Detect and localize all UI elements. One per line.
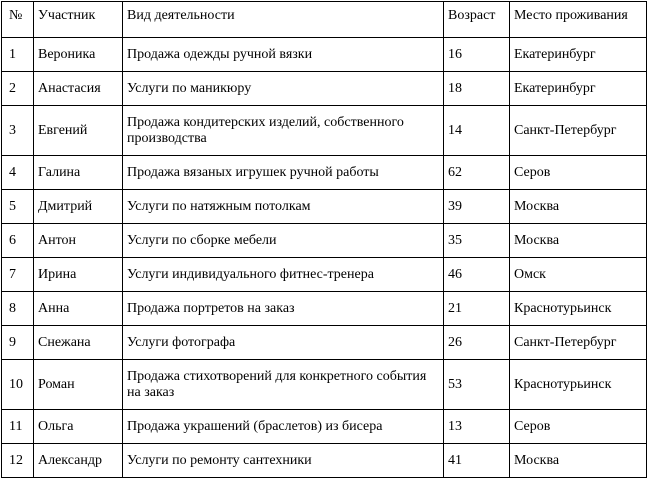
header-activity: Вид деятельности	[123, 2, 444, 38]
row-activity: Продажа стихотворений для конкретного события на заказ	[123, 360, 444, 410]
row-residence: Санкт-Петербург	[510, 106, 647, 156]
row-participant: Ольга	[34, 410, 123, 444]
row-activity: Услуги по сборке мебели	[123, 224, 444, 258]
row-participant: Анастасия	[34, 72, 123, 106]
row-num: 3	[2, 106, 34, 156]
row-participant: Евгений	[34, 106, 123, 156]
row-residence: Екатеринбург	[510, 38, 647, 72]
participants-table	[1, 1, 647, 478]
row-residence: Серов	[510, 410, 647, 444]
table-row	[2, 224, 647, 258]
table-row	[2, 258, 647, 292]
row-activity: Продажа кондитерских изделий, собственного производства	[123, 106, 444, 156]
row-participant: Анна	[34, 292, 123, 326]
row-num: 6	[2, 224, 34, 258]
row-participant: Александр	[34, 444, 123, 478]
row-participant: Дмитрий	[34, 190, 123, 224]
table-row	[2, 190, 647, 224]
row-participant: Роман	[34, 360, 123, 410]
row-participant: Галина	[34, 156, 123, 190]
row-num: 2	[2, 72, 34, 106]
row-residence: Омск	[510, 258, 647, 292]
row-residence: Москва	[510, 190, 647, 224]
table-row	[2, 410, 647, 444]
row-num: 11	[2, 410, 34, 444]
table-row	[2, 292, 647, 326]
row-participant: Ирина	[34, 258, 123, 292]
row-num: 9	[2, 326, 34, 360]
row-activity: Услуги индивидуального фитнес-тренера	[123, 258, 444, 292]
row-age: 21	[444, 292, 510, 326]
table-row	[2, 38, 647, 72]
row-residence: Москва	[510, 224, 647, 258]
row-age: 39	[444, 190, 510, 224]
row-age: 46	[444, 258, 510, 292]
header-participant: Участник	[34, 2, 123, 38]
row-activity: Услуги фотографа	[123, 326, 444, 360]
table-row	[2, 72, 647, 106]
row-activity: Продажа портретов на заказ	[123, 292, 444, 326]
row-residence: Екатеринбург	[510, 72, 647, 106]
row-num: 5	[2, 190, 34, 224]
row-residence: Москва	[510, 444, 647, 478]
row-age: 16	[444, 38, 510, 72]
row-age: 35	[444, 224, 510, 258]
row-activity: Продажа вязаных игрушек ручной работы	[123, 156, 444, 190]
row-residence: Серов	[510, 156, 647, 190]
row-activity: Услуги по ремонту сантехники	[123, 444, 444, 478]
row-num: 12	[2, 444, 34, 478]
row-participant: Антон	[34, 224, 123, 258]
row-participant: Снежана	[34, 326, 123, 360]
row-age: 53	[444, 360, 510, 410]
row-age: 26	[444, 326, 510, 360]
row-age: 13	[444, 410, 510, 444]
row-num: 4	[2, 156, 34, 190]
table-row	[2, 444, 647, 478]
row-num: 10	[2, 360, 34, 410]
row-residence: Краснотурьинск	[510, 360, 647, 410]
row-participant: Вероника	[34, 38, 123, 72]
row-activity: Услуги по натяжным потолкам	[123, 190, 444, 224]
table-header-row	[2, 2, 647, 38]
row-num: 1	[2, 38, 34, 72]
header-age: Возраст	[444, 2, 510, 38]
row-activity: Услуги по маникюру	[123, 72, 444, 106]
table-row	[2, 360, 647, 410]
table-row	[2, 326, 647, 360]
row-residence: Санкт-Петербург	[510, 326, 647, 360]
row-activity: Продажа одежды ручной вязки	[123, 38, 444, 72]
table-row	[2, 106, 647, 156]
row-age: 41	[444, 444, 510, 478]
row-activity: Продажа украшений (браслетов) из бисера	[123, 410, 444, 444]
row-age: 18	[444, 72, 510, 106]
row-residence: Краснотурьинск	[510, 292, 647, 326]
header-num: №	[2, 2, 34, 38]
row-age: 14	[444, 106, 510, 156]
table-row	[2, 156, 647, 190]
row-age: 62	[444, 156, 510, 190]
header-residence: Место проживания	[510, 2, 647, 38]
row-num: 8	[2, 292, 34, 326]
row-num: 7	[2, 258, 34, 292]
